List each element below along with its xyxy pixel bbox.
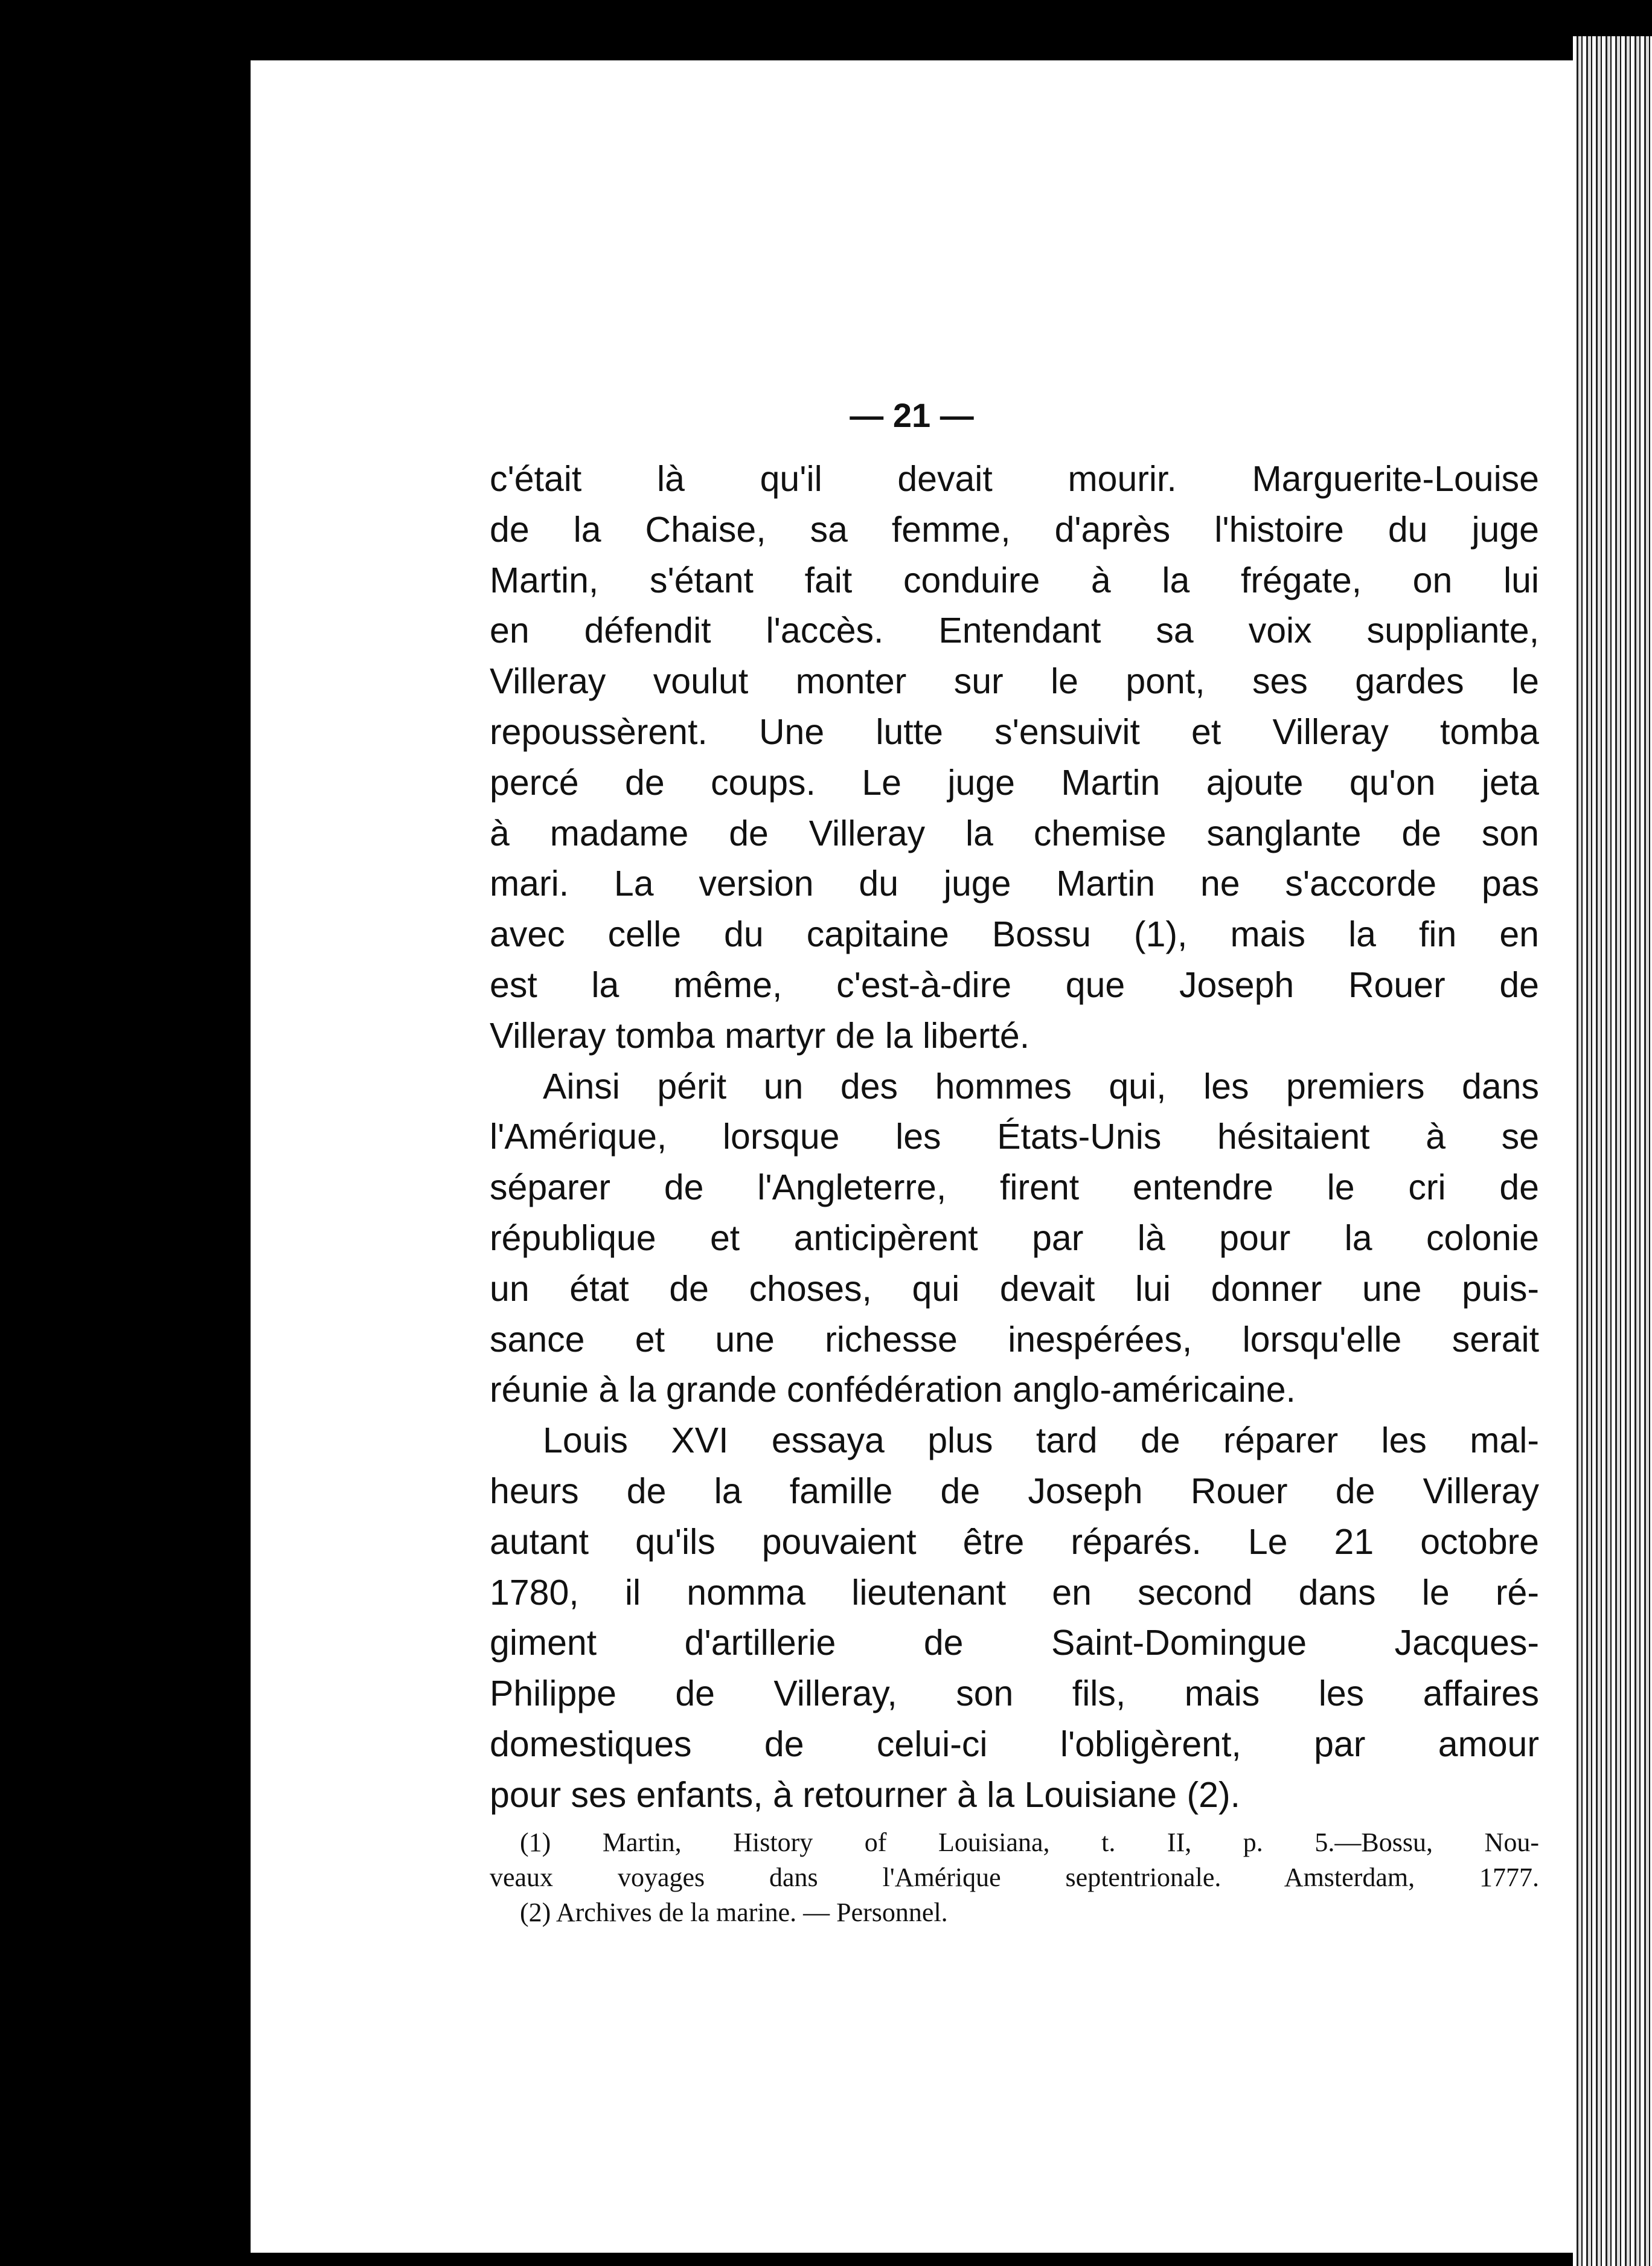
- body-line: sance et une richesse inespérées, lorsqu'elle serait: [490, 1319, 1539, 1359]
- body-line: république et anticipèrent par là pour la colonie: [490, 1218, 1539, 1258]
- body-line: réunie à la grande confédération anglo-américaine.: [490, 1370, 1296, 1410]
- body-line: est la même, c'est-à-dire que Joseph Rouer de: [490, 964, 1539, 1005]
- body-line: repoussèrent. Une lutte s'ensuivit et Villeray tomba: [490, 711, 1539, 752]
- footnote-line: veaux voyages dans l'Amérique septentrionale. Amsterdam, 1777.: [490, 1863, 1539, 1892]
- body-line: heurs de la famille de Joseph Rouer de Villeray: [490, 1471, 1539, 1511]
- book-page: [251, 60, 1573, 2253]
- body-line: pour ses enfants, à retourner à la Louisiane (2).: [490, 1774, 1241, 1815]
- body-line: à madame de Villeray la chemise sanglante de son: [490, 813, 1539, 853]
- footnote-line: (1) Martin, History of Louisiana, t. II, p. 5.—Bossu, Nou-: [520, 1828, 1539, 1857]
- body-line: Philippe de Villeray, son fils, mais les affaires: [490, 1674, 1539, 1714]
- body-line: Villeray voulut monter sur le pont, ses gardes le: [490, 661, 1539, 702]
- body-line: Ainsi périt un des hommes qui, les premiers dans: [543, 1066, 1539, 1106]
- body-line: séparer de l'Angleterre, firent entendre le cri de: [490, 1167, 1539, 1208]
- body-line: percé de coups. Le juge Martin ajoute qu'on jeta: [490, 762, 1539, 803]
- footnotes: [490, 1825, 1539, 1930]
- body-line: domestiques de celui-ci l'obligèrent, par amour: [490, 1724, 1539, 1764]
- body-line: Martin, s'étant fait conduire à la frégate, on lui: [490, 560, 1539, 600]
- body-line: autant qu'ils pouvaient être réparés. Le 21 octobre: [490, 1521, 1539, 1562]
- body-line: un état de choses, qui devait lui donner une puis-: [490, 1268, 1539, 1309]
- body-line: Louis XVI essaya plus tard de réparer les mal-: [543, 1420, 1539, 1461]
- body-line: en défendit l'accès. Entendant sa voix suppliante,: [490, 611, 1539, 651]
- body-line: avec celle du capitaine Bossu (1), mais la fin en: [490, 914, 1539, 955]
- body-line: Villeray tomba martyr de la liberté.: [490, 1015, 1030, 1056]
- body-line: 1780, il nomma lieutenant en second dans le ré-: [490, 1572, 1539, 1613]
- page-edge-stack: [1573, 36, 1652, 2266]
- page-number: — 21 —: [850, 396, 974, 434]
- body-line: c'était là qu'il devait mourir. Marguerite-Louise: [490, 459, 1539, 499]
- footnote-line: (2) Archives de la marine. — Personnel.: [520, 1898, 948, 1927]
- body-line: giment d'artillerie de Saint-Domingue Jacques-: [490, 1623, 1539, 1663]
- body-line: mari. La version du juge Martin ne s'accorde pas: [490, 864, 1539, 904]
- body-text: [490, 454, 1539, 1821]
- body-line: l'Amérique, lorsque les États-Unis hésitaient à se: [490, 1117, 1539, 1157]
- body-line: de la Chaise, sa femme, d'après l'histoire du juge: [490, 509, 1539, 550]
